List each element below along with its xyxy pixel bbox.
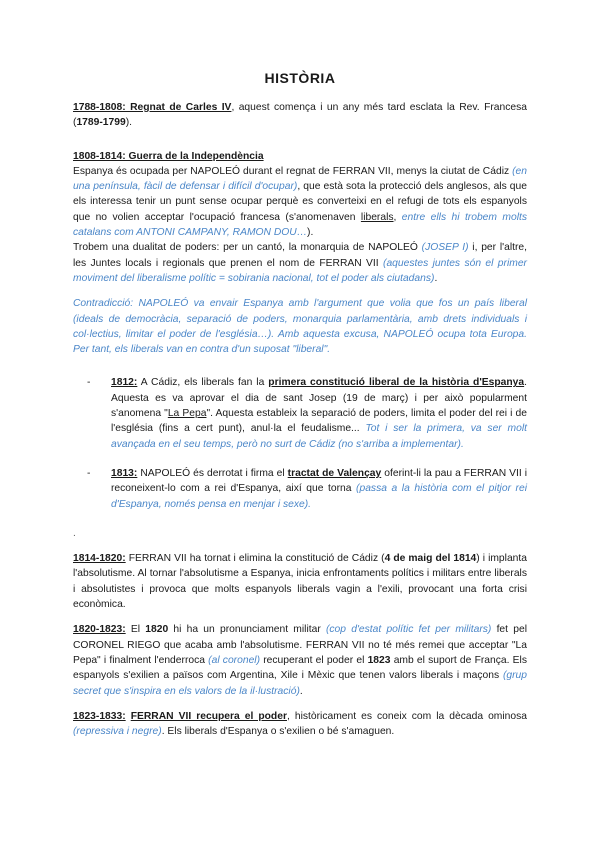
annotation-note: (JOSEP I) xyxy=(421,242,469,254)
bold-text: 4 de maig del 1814 xyxy=(384,553,477,565)
body-text: , xyxy=(393,211,402,223)
annotation-note: Tot i ser la primera, va ser molt avançada en el seu temps, però no surt de Cádiz (no s'arriba a implementar). xyxy=(111,423,527,450)
list-dash: - xyxy=(87,467,91,479)
paragraph-dualitat xyxy=(73,240,527,286)
events-list xyxy=(73,375,527,511)
section-1820-1823 xyxy=(73,622,527,698)
annotation-note: entre ells hi trobem molts catalans com ANTONI CAMPANY, RAMON DOU… xyxy=(73,211,527,239)
body-text: recuperant el poder el xyxy=(260,654,368,666)
list-dash: - xyxy=(87,377,91,389)
body-text: ). xyxy=(307,227,314,239)
body-text: oferint-li la pau a FERRAN VII i reconeixent-lo com a rei d'Espanya, així que torna xyxy=(111,467,528,495)
body-text: El xyxy=(125,624,146,636)
section-heading: 1814-1820: xyxy=(73,553,126,565)
section-carles-iv xyxy=(73,100,527,131)
page-title: HISTÒRIA xyxy=(264,70,336,86)
bold-text: 1820 xyxy=(145,624,169,636)
annotation-note: (en una península, fàcil de defensar i difícil d'ocupar) xyxy=(73,165,527,193)
contradiction-note: Contradicció: NAPOLEÓ va envair Espanya amb l'argument que volia que fos un país liberal (ideals de democràcia, separació de poders, monarquia parlamentària, amb drets individuals i col·lectius, limitar el poder de l'església…). Amb aquesta excusa, NAPOLEÓ ocupa tota Europa. Per tant, els liberals van en contra d'un suposat "liberal". xyxy=(73,298,527,356)
body-text: . Aquesta es va aprovar el dia de sant Josep (19 de març) i per això popularment s'anomena " xyxy=(111,377,528,420)
annotation-note: (grup secret que s'inspira en els valors de la il·lustració) xyxy=(73,670,527,697)
body-text: amb el suport de França. Els espanyols s'exilien a països com Argentina, Xile i Mèxic que tenen valors liberals i maçons xyxy=(73,654,527,682)
body-text: NAPOLEÓ és derrotat i firma el xyxy=(137,467,288,479)
body-text: hi ha un pronunciament militar xyxy=(168,624,326,636)
body-text: , històricament es coneix com la dècada ominosa xyxy=(286,710,527,722)
stray-dot: . xyxy=(73,527,76,539)
underlined-term: liberals xyxy=(360,211,394,223)
body-text: ). xyxy=(125,117,132,129)
body-text: ) i implanta l'absolutisme. Al tornar l'absolutisme a Espanya, inicia enfrontaments polítics i militars entre liberals i absolutistes i provoca que molts espanyols liberals vagin a l'exili, provocant una forta crisi econòmica. xyxy=(73,553,527,611)
paragraph-ocupacio xyxy=(73,164,527,240)
body-text: . xyxy=(299,685,303,697)
bold-term: FERRAN VII recupera el poder xyxy=(130,710,287,722)
body-text: . xyxy=(434,272,438,284)
body-text: FERRAN VII ha tornat i elimina la constitució de Cádiz ( xyxy=(125,553,385,565)
section-heading-independencia: 1808-1814: Guerra de la Independència xyxy=(73,150,264,162)
list-item xyxy=(87,375,527,451)
item-year: 1812: xyxy=(111,377,138,389)
annotation-note: (repressiva i negre) xyxy=(73,726,162,738)
body-text: Espanya és ocupada per NAPOLEÓ durant el regnat de FERRAN VII, menys la ciutat de Cádiz xyxy=(73,165,513,177)
body-text: , aquest comença i un any més tard esclata la Rev. Francesa ( xyxy=(73,102,527,129)
section-1814-1820 xyxy=(73,551,527,612)
body-text: ". Aquesta estableix la separació de poders, limita el poder del rei i de l'església (fins a cert punt), anul·la el feudalisme... xyxy=(111,408,527,435)
item-year: 1813: xyxy=(111,467,138,479)
section-1823-1833 xyxy=(73,709,527,740)
body-text: A Cádiz, els liberals fan la xyxy=(137,377,269,389)
annotation-note: (cop d'estat polític fet per militars) xyxy=(325,624,492,636)
section-heading: 1823-1833: xyxy=(73,710,126,722)
annotation-note: (passa a la història com el pitjor rei d'Espanya, només pensa en menjar i sexe). xyxy=(111,483,527,510)
bold-term: tractat de Valençay xyxy=(287,467,382,479)
list-item xyxy=(87,466,527,512)
bold-text: 1823 xyxy=(367,654,391,666)
underlined-term: La Pepa xyxy=(167,408,207,420)
annotation-note: (aquestes juntes són el primer moviment del liberalisme polític = sobirania nacional, tot el poder als ciutadans) xyxy=(73,257,527,284)
list-spacer xyxy=(87,452,527,466)
body-text: i, per l'altre, les Juntes locals i regionals que prenen el nom de FERRAN VII xyxy=(73,242,527,269)
bold-text: 1789-1799 xyxy=(76,117,126,129)
body-text: . Els liberals d'Espanya o s'exilien o bé s'amaguen. xyxy=(161,726,395,738)
annotation-note: (al coronel) xyxy=(208,654,261,666)
body-text: , que està sota la protecció dels anglesos, als que els interessa tenir un punt sense ocupar perquè es converteixi en el refugi de tots els espanyols que no volien acceptar l'ocupació francesa (s'anomenaven xyxy=(73,181,527,223)
body-text: fet pel CORONEL RIEGO que acaba amb l'absolutisme. FERRAN VII no té més remei que acceptar "La Pepa" i finalment l'enderroca xyxy=(73,624,527,666)
document-body xyxy=(73,100,527,739)
bold-term: primera constitució liberal de la història d'Espanya xyxy=(268,377,525,389)
section-heading: 1820-1823: xyxy=(73,624,126,636)
body-text: Trobem una dualitat de poders: per un cantó, la monarquia de NAPOLEÓ xyxy=(73,242,422,254)
section-heading: 1788-1808: Regnat de Carles IV xyxy=(73,102,232,113)
